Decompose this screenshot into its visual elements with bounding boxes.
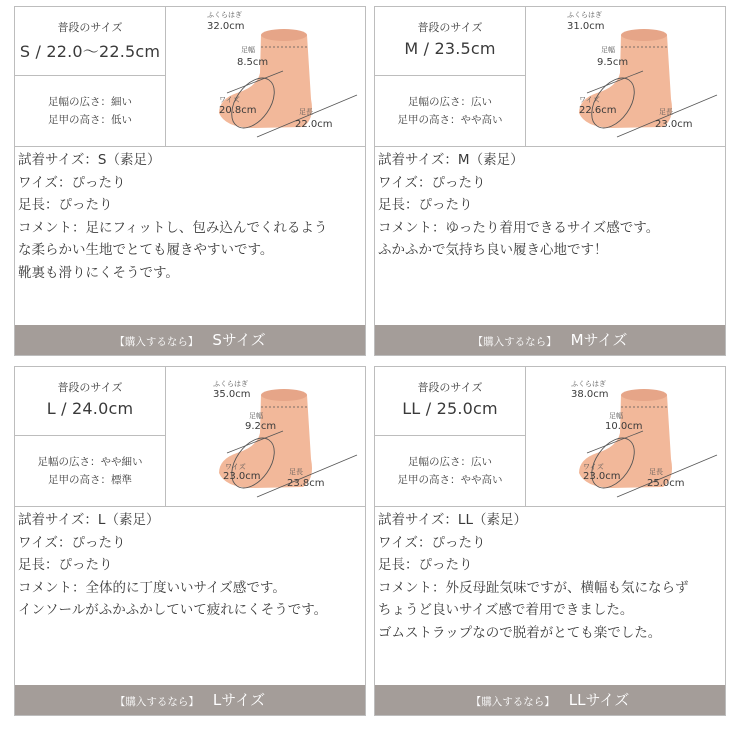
usual-size-box [15, 7, 165, 76]
buy-size: Sサイズ [212, 331, 266, 349]
review-line: な柔らかい生地でとても履きやすいです。 [18, 242, 274, 258]
calf-label: ふくらはぎ [207, 11, 242, 19]
buy-size: LLサイズ [568, 691, 630, 709]
calf-value: 31.0cm [567, 21, 605, 32]
foot-diagram [525, 367, 725, 506]
size-card-m [374, 6, 726, 356]
buy-prefix: 【購入するなら】 [114, 336, 199, 348]
wise-label: ワイズ [579, 96, 600, 104]
card-header [15, 367, 365, 507]
instep-label: 足幅 [249, 412, 263, 420]
review-line: ワイズ：ぴったり [378, 174, 486, 191]
fit-info [375, 75, 525, 146]
review-line: ちょうど良いサイズ感で着用できました。 [378, 602, 634, 618]
foot-width: 足幅の広さ：広い [408, 96, 492, 108]
size-card-ll [374, 366, 726, 716]
buy-prefix: 【購入するなら】 [470, 696, 555, 708]
wise-label: ワイズ [219, 96, 240, 104]
length-label: 足長 [289, 468, 303, 476]
calf-value: 38.0cm [571, 389, 609, 400]
length-label: 足長 [299, 108, 313, 116]
instep-label: 足幅 [601, 46, 615, 54]
size-info [375, 7, 526, 146]
review-line: 試着サイズ：S（素足） [18, 152, 161, 168]
length-label: 足長 [659, 108, 673, 116]
foot-instep: 足甲の高さ：やや高い [397, 114, 503, 126]
length-label: 足長 [649, 468, 663, 476]
foot-diagram [525, 7, 725, 146]
buy-size-button[interactable] [15, 325, 365, 355]
foot-diagram [165, 7, 365, 146]
calf-value: 35.0cm [213, 389, 251, 400]
fit-info [15, 75, 165, 146]
calf-label: ふくらはぎ [571, 380, 606, 388]
buy-size: Mサイズ [570, 331, 628, 349]
length-value: 25.0cm [647, 478, 685, 489]
buy-prefix: 【購入するなら】 [114, 696, 199, 708]
usual-size-value: L / 24.0cm [46, 399, 134, 418]
foot-width: 足幅の広さ：広い [408, 456, 492, 468]
foot-instep: 足甲の高さ：やや高い [397, 474, 503, 486]
calf-value: 32.0cm [207, 21, 245, 32]
review-line: 靴裏も滑りにくそうです。 [18, 264, 179, 281]
wise-label: ワイズ [225, 463, 246, 471]
fit-info [375, 435, 525, 506]
wise-value: 22.6cm [579, 105, 617, 116]
review-line: 足長：ぴったり [18, 197, 113, 213]
foot-width: 足幅の広さ：やや細い [37, 456, 143, 468]
review-text [378, 149, 722, 262]
usual-size-value: M / 23.5cm [404, 39, 496, 58]
review-line: コメント：外反母趾気味ですが、横幅も気にならず [378, 579, 689, 596]
usual-size-box [15, 367, 165, 436]
usual-size-box [375, 367, 525, 436]
usual-size-caption: 普段のサイズ [417, 21, 483, 34]
review-line: コメント：全体的に丁度いいサイズ感です。 [18, 579, 286, 596]
review-line: 足長：ぴったり [378, 557, 473, 573]
buy-prefix: 【購入するなら】 [472, 336, 557, 348]
foot-illustration [165, 367, 365, 506]
instep-label: 足幅 [241, 46, 255, 54]
foot-diagram [165, 367, 365, 506]
calf-label: ふくらはぎ [213, 380, 248, 388]
wise-value: 23.0cm [223, 471, 261, 482]
instep-value: 9.5cm [597, 57, 629, 68]
review-line: 試着サイズ：L（素足） [18, 512, 160, 528]
card-header [375, 367, 725, 507]
buy-size-button[interactable] [375, 325, 725, 355]
size-info [375, 367, 526, 506]
length-value: 23.0cm [655, 119, 693, 130]
review-line: ワイズ：ぴったり [18, 534, 126, 551]
review-text [18, 149, 362, 284]
foot-illustration [525, 367, 725, 506]
review-line: コメント：足にフィットし、包み込んでくれるよう [18, 219, 328, 236]
review-line: 足長：ぴったり [378, 197, 473, 213]
fit-info [15, 435, 165, 506]
size-info [15, 367, 166, 506]
review-line: 試着サイズ：M（素足） [378, 152, 524, 168]
wise-value: 20.8cm [219, 105, 257, 116]
buy-size: Lサイズ [212, 691, 266, 709]
size-info [15, 7, 166, 146]
usual-size-value: LL / 25.0cm [402, 399, 498, 418]
usual-size-caption: 普段のサイズ [417, 381, 483, 394]
instep-value: 8.5cm [237, 57, 269, 68]
usual-size-value: S / 22.0〜22.5cm [19, 42, 161, 61]
foot-instep: 足甲の高さ：標準 [48, 474, 132, 486]
size-card-s [14, 6, 366, 356]
review-line: インソールがふかふかしていて疲れにくそうです。 [18, 602, 328, 618]
foot-illustration [165, 7, 365, 146]
review-line: 試着サイズ：LL（素足） [378, 512, 527, 528]
instep-value: 10.0cm [605, 421, 643, 432]
review-line: ワイズ：ぴったり [18, 174, 126, 191]
calf-label: ふくらはぎ [567, 11, 602, 19]
card-header [15, 7, 365, 147]
review-line: 足長：ぴったり [18, 557, 113, 573]
instep-label: 足幅 [609, 412, 623, 420]
usual-size-box [375, 7, 525, 76]
instep-value: 9.2cm [245, 421, 277, 432]
wise-value: 23.0cm [583, 471, 621, 482]
review-line: ふかふかで気持ち良い履き心地です！ [378, 242, 608, 258]
foot-instep: 足甲の高さ：低い [48, 114, 132, 126]
buy-size-button[interactable] [15, 685, 365, 715]
review-line: ワイズ：ぴったり [378, 534, 486, 551]
card-header [375, 7, 725, 147]
wise-label: ワイズ [583, 463, 604, 471]
size-card-l [14, 366, 366, 716]
length-value: 22.0cm [295, 119, 333, 130]
review-text [18, 509, 362, 622]
usual-size-caption: 普段のサイズ [57, 21, 123, 34]
foot-illustration [525, 7, 725, 146]
foot-width: 足幅の広さ：細い [48, 96, 132, 108]
review-line: コメント：ゆったり着用できるサイズ感です。 [378, 219, 660, 236]
review-text [378, 509, 722, 644]
review-line: ゴムストラップなので脱着がとても楽でした。 [378, 624, 662, 641]
buy-size-button[interactable] [375, 685, 725, 715]
length-value: 23.8cm [287, 478, 325, 489]
usual-size-caption: 普段のサイズ [57, 381, 123, 394]
